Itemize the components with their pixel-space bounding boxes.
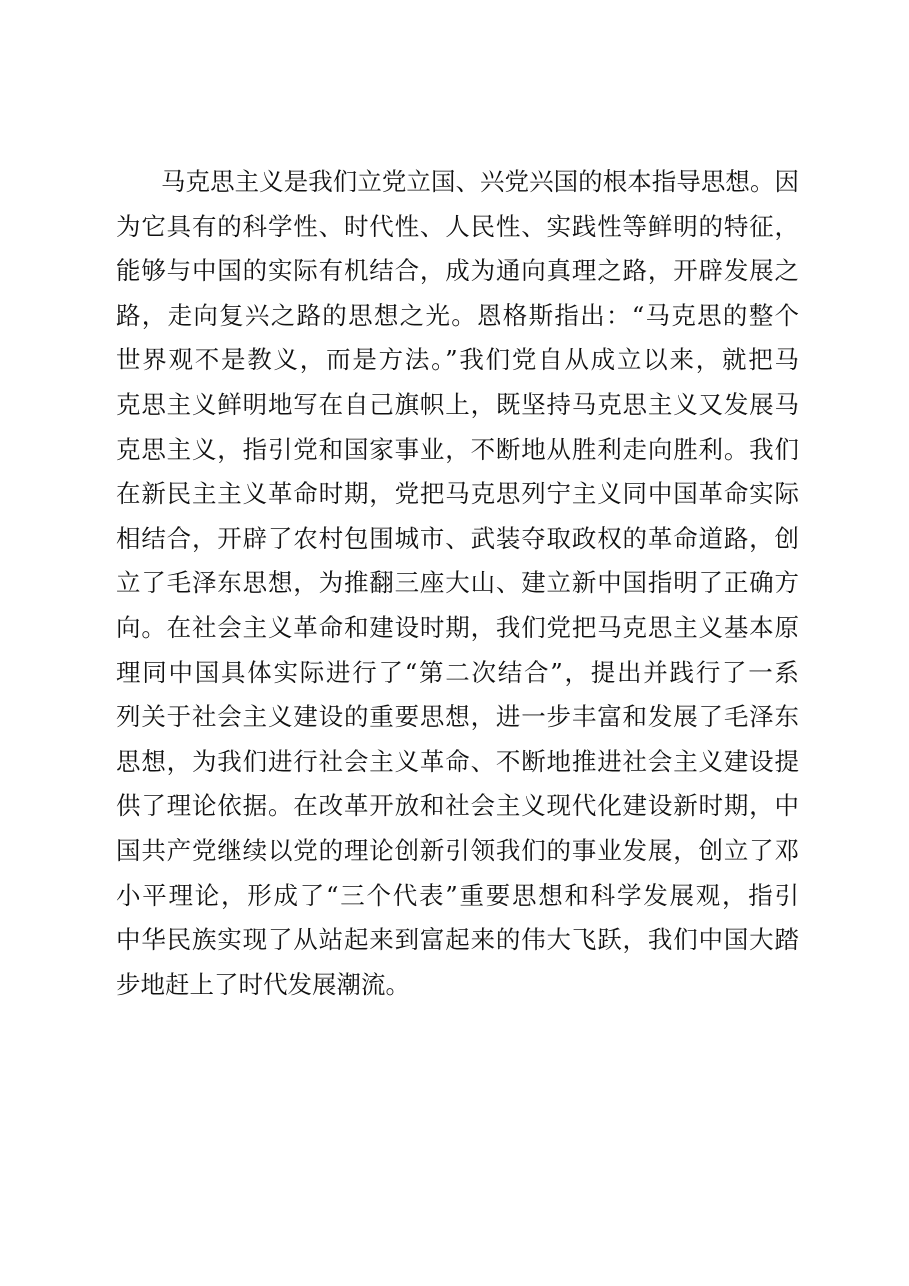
paragraph-line: 在新民主主义革命时期，党把马克思列宁主义同中国革命实际 <box>116 479 799 509</box>
paragraph-line: 世界观不是教义，而是方法。”我们党自从成立以来，就把马 <box>116 345 799 375</box>
paragraph-line: 国共产党继续以党的理论创新引领我们的事业发展，创立了邓 <box>116 835 799 865</box>
paragraph-line: 中华民族实现了从站起来到富起来的伟大飞跃，我们中国大踏 <box>116 925 799 955</box>
paragraph-line: 马克思主义是我们立党立国、兴党兴国的根本指导思想。因 <box>161 167 799 196</box>
paragraph-line: 克思主义，指引党和国家事业，不断地从胜利走向胜利。我们 <box>116 434 799 464</box>
paragraph-line: 相结合，开辟了农村包围城市、武装夺取政权的革命道路，创 <box>116 523 799 553</box>
paragraph-line: 路，走向复兴之路的思想之光。恩格斯指出：“马克思的整个 <box>116 300 799 330</box>
paragraph-line: 思想，为我们进行社会主义革命、不断地推进社会主义建设提 <box>116 746 799 776</box>
paragraph-line: 克思主义鲜明地写在自己旗帜上，既坚持马克思主义又发展马 <box>116 389 799 419</box>
paragraph-line: 为它具有的科学性、时代性、人民性、实践性等鲜明的特征， <box>116 211 799 241</box>
body-paragraph <box>116 160 799 1007</box>
paragraph-line: 理同中国具体实际进行了“第二次结合”，提出并践行了一系 <box>116 657 799 687</box>
paragraph-line: 小平理论，形成了“三个代表”重要思想和科学发展观，指引 <box>116 880 799 910</box>
paragraph-line: 立了毛泽东思想，为推翻三座大山、建立新中国指明了正确方 <box>116 568 799 598</box>
paragraph-line: 供了理论依据。在改革开放和社会主义现代化建设新时期，中 <box>116 791 799 821</box>
paragraph-line: 向。在社会主义革命和建设时期，我们党把马克思主义基本原 <box>116 612 799 642</box>
paragraph-line: 步地赶上了时代发展潮流。 <box>116 969 410 999</box>
paragraph-line: 列关于社会主义建设的重要思想，进一步丰富和发展了毛泽东 <box>116 702 799 732</box>
paragraph-line: 能够与中国的实际有机结合，成为通向真理之路，开辟发展之 <box>116 256 799 286</box>
